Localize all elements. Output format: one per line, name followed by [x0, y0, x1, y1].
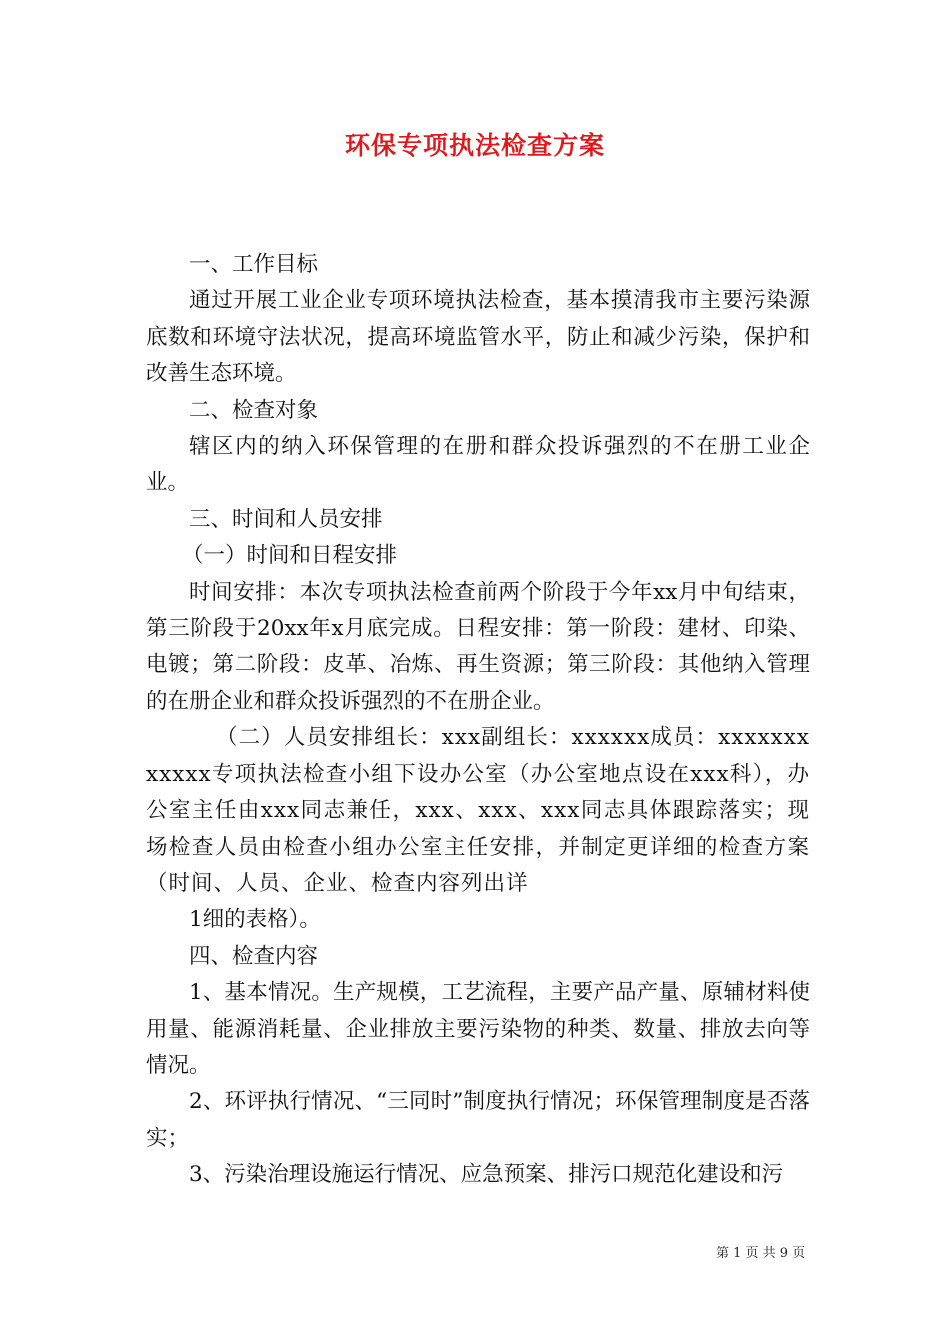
paragraph-content-1: 1、基本情况。生产规模，工艺流程，主要产品产量、原辅材料使用量、能源消耗量、企业排放主要污染物的种类、数量、排放去向等情况。: [146, 980, 810, 1078]
paragraph-goals: 通过开展工业企业专项环境执法检查，基本摸清我市主要污染源底数和环境守法状况，提高环境监管水平，防止和减少污染，保护和改善生态环境。: [146, 288, 810, 387]
section-heading-content: 四、检查内容: [189, 943, 319, 969]
paragraph-targets: 辖区内的纳入环保管理的在册和群众投诉强烈的不在册工业企业。: [146, 434, 810, 496]
paragraph-personnel: （二）人员安排组长：xxx副组长：xxxxxx成员：xxxxxxxxxxxx专项执法检查小组下设办公室（办公室地点设在xxx科），办公室主任由xxx同志兼任，xxx、xxx、xxx同志具体跟踪落实；现场检查人员由检查小组办公室主任安排，并制定更详细的检查方案（时间、人员、企业、检查内容列出详: [146, 725, 810, 896]
section-heading-schedule: 三、时间和人员安排: [189, 506, 383, 532]
document-title: 环保专项执法检查方案: [344, 131, 605, 160]
paragraph-content-2: 2、环评执行情况、“三同时”制度执行情况；环保管理制度是否落实；: [146, 1089, 810, 1151]
paragraph-personnel-continued: 1细的表格）。: [189, 907, 321, 933]
section-heading-targets: 二、检查对象: [189, 397, 319, 423]
document-body: [146, 247, 810, 1194]
subsection-heading-time: （一）时间和日程安排: [182, 543, 398, 569]
page-number: 第 1 页 共 9 页: [716, 1246, 806, 1261]
section-heading-goals: 一、工作目标: [189, 252, 319, 277]
paragraph-content-3: 3、污染治理设施运行情况、应急预案、排污口规范化建设和污: [189, 1162, 784, 1188]
paragraph-time: 时间安排：本次专项执法检查前两个阶段于今年xx月中旬结束，第三阶段于20xx年x月底完成。日程安排：第一阶段：建材、印染、电镀；第二阶段：皮革、冶炼、再生资源；第三阶段：其他纳入管理的在册企业和群众投诉强烈的不在册企业。: [146, 579, 810, 714]
